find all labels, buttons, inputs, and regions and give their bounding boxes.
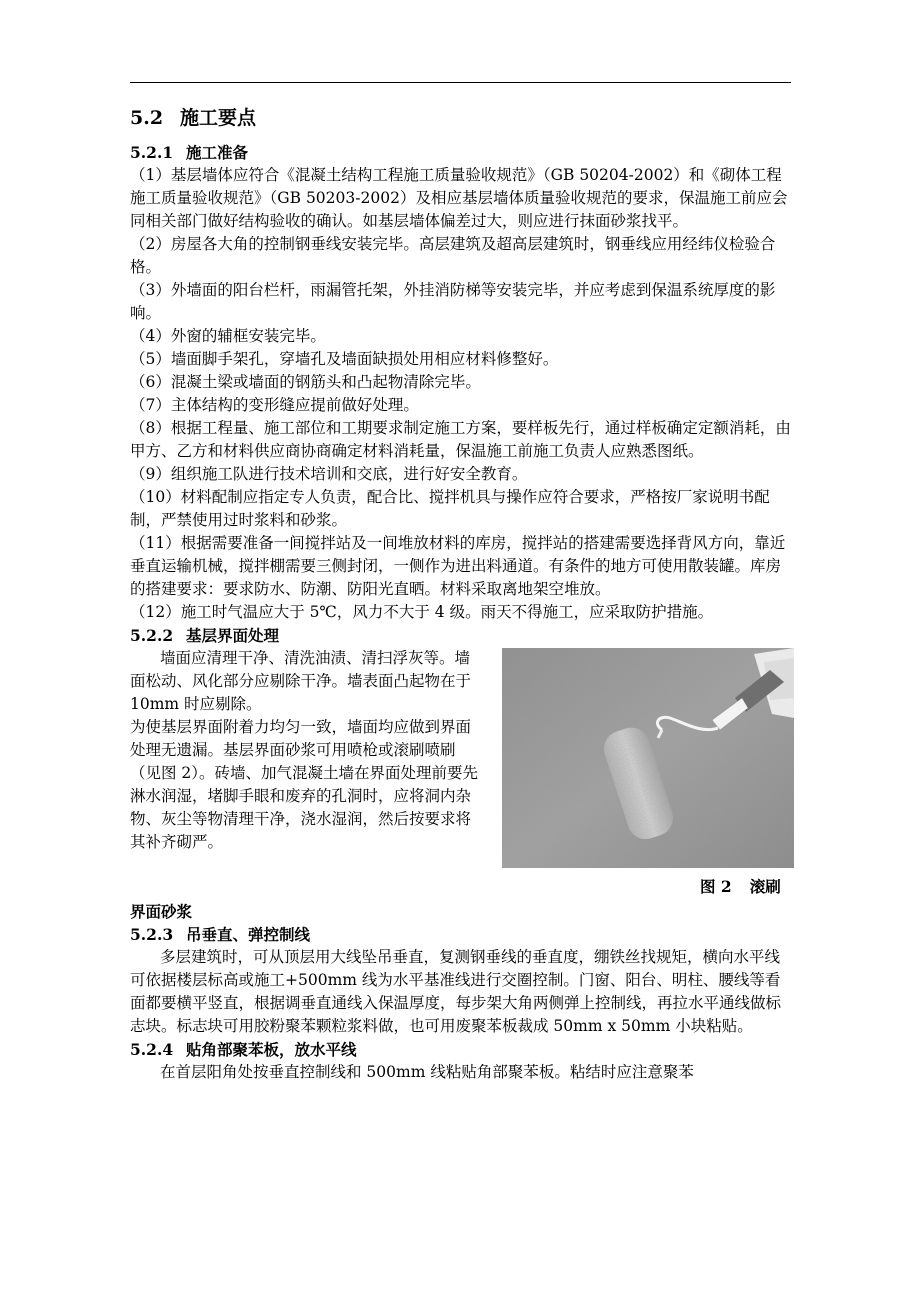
prep-item-2: （2）房屋各大角的控制钢垂线安装完毕。高层建筑及超高层建筑时，钢垂线应用经纬仪检验合格。 bbox=[130, 235, 776, 276]
subsection-heading-5-2-3: 5.2.3 吊垂直、弹控制线 bbox=[130, 925, 311, 944]
prep-item-3: （3）外墙面的阳台栏杆，雨漏管托架，外挂消防梯等安装完毕，并应考虑到保温系统厚度的影响。 bbox=[130, 281, 776, 322]
figure-caption-a: 滚刷 bbox=[749, 877, 781, 896]
prep-item-7: （7）主体结构的变形缝应提前做好处理。 bbox=[130, 396, 419, 414]
prep-item-10: （10）材料配制应指定专人负责，配合比、搅拌机具与操作应符合要求，严格按厂家说明书配制，严禁使用过时浆料和砂浆。 bbox=[130, 488, 770, 529]
subsection-heading-5-2-4: 5.2.4 贴角部聚苯板，放水平线 bbox=[130, 1040, 357, 1059]
figure-block bbox=[130, 647, 794, 900]
figure-caption bbox=[700, 875, 781, 898]
corner-board-para: 在首层阳角处按垂直控制线和 500mm 线粘贴角部聚苯板。粘结时应注意聚苯 bbox=[160, 1063, 694, 1081]
interface-para-2: 为使基层界面附着力均匀一致，墙面均应做到界面处理无遗漏。基层界面砂浆可用喷枪或滚刷喷刷（见图 2）。砖墙、加气混凝土墙在界面处理前要先淋水润湿，堵脚手眼和废弃的孔洞时，应将洞内杂物、灰尘等物清理干净，浇水湿润，然后按要求将其补齐砌严。 bbox=[130, 718, 479, 851]
subsection-heading-5-2-1: 5.2.1 施工准备 bbox=[130, 143, 249, 162]
interface-para-1: 墙面应清理干净、清洗油渍、清扫浮灰等。墙面松动、风化部分应剔除干净。墙表面凸起物在于 10mm 时应剔除。 bbox=[130, 649, 472, 713]
prep-item-1: （1）基层墙体应符合《混凝土结构工程施工质量验收规范》（GB 50204-2002）和《砌体工程施工质量验收规范》（GB 50203-2002）及相应基层墙体质量验收规范的要求，保温施工前应会同相关部门做好结构验收的确认。如基层墙体偏差过大，则应进行抹面砂浆找平。 bbox=[130, 166, 788, 230]
section-heading bbox=[130, 103, 794, 133]
figure-label: 图 2 bbox=[700, 877, 732, 896]
figure-caption-continued: 界面砂浆 bbox=[130, 902, 193, 921]
prep-item-11: （11）根据需要准备一间搅拌站及一间堆放材料的库房，搅拌站的搭建需要选择背风方向，靠近垂直运输机械，搅拌棚需要三侧封闭，一侧作为进出料通道。有条件的地方可使用散装罐。库房的搭建要求：要求防水、防潮、防阳光直晒。材料采取离地架空堆放。 bbox=[130, 534, 786, 598]
header-rule bbox=[130, 82, 791, 83]
prep-item-4: （4）外窗的辅框安装完毕。 bbox=[130, 327, 326, 345]
prep-item-12: （12）施工时气温应大于 5℃，风力不大于 4 级。雨天不得施工，应采取防护措施。 bbox=[130, 603, 714, 621]
subsection-heading-5-2-2: 5.2.2 基层界面处理 bbox=[130, 626, 280, 645]
plumb-line-para: 多层建筑时，可从顶层用大线坠吊垂直，复测钢垂线的垂直度，绷铁丝找规矩，横向水平线可依据楼层标高或施工+500mm 线为水平基准线进行交圈控制。门窗、阳台、明柱、腰线等看面都要横平竖直，根据调垂直通线入保温厚度，每步架大角两侧弹上控制线，再拉水平通线做标志块。标志块可用胶粉聚苯颗粒浆料做，也可用废聚苯板裁成 50mm x 50mm 小块粘贴。 bbox=[130, 948, 782, 1035]
section-title: 施工要点 bbox=[180, 107, 257, 129]
document-page bbox=[130, 103, 794, 1084]
prep-item-8: （8）根据工程量、施工部位和工期要求制定施工方案，要样板先行，通过样板确定定额消耗，由甲方、乙方和材料供应商协商确定材料消耗量，保温施工前施工负责人应熟悉图纸。 bbox=[130, 419, 791, 460]
prep-item-9: （9）组织施工队进行技术培训和交底，进行好安全教育。 bbox=[130, 465, 528, 483]
interface-text bbox=[130, 647, 480, 854]
roller-brush-photo bbox=[502, 648, 794, 868]
section-number: 5.2 bbox=[130, 107, 164, 129]
prep-item-6: （6）混凝土梁或墙面的钢筋头和凸起物清除完毕。 bbox=[130, 373, 481, 391]
prep-item-5: （5）墙面脚手架孔，穿墙孔及墙面缺损处用相应材料修整好。 bbox=[130, 350, 559, 368]
